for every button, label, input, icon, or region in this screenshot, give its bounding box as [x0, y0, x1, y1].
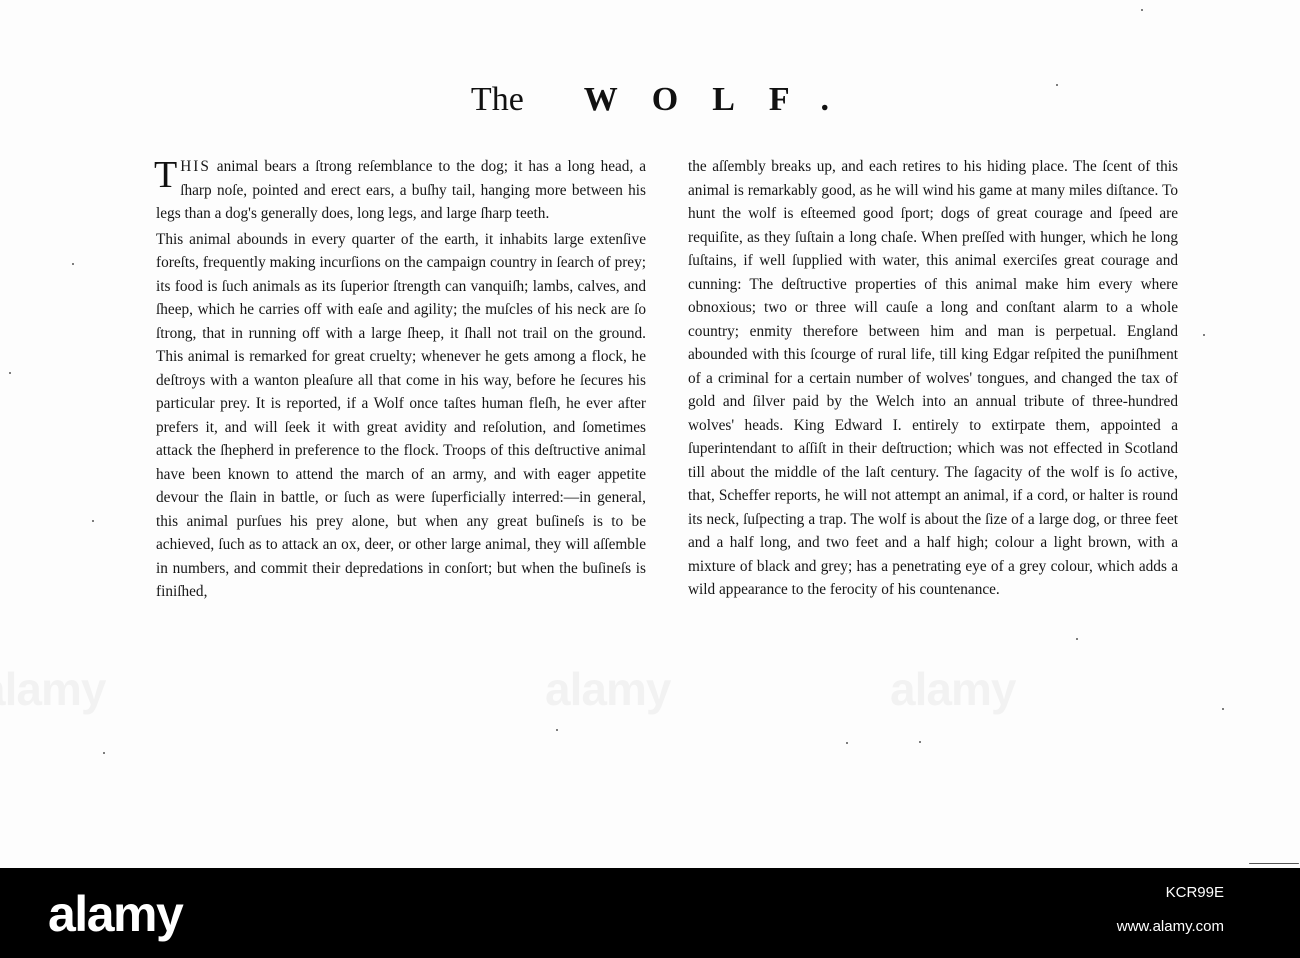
first-word-caps: HIS	[180, 158, 211, 175]
dust-speck	[846, 742, 848, 744]
image-id: KCR99E	[1165, 884, 1224, 901]
title-prefix: The	[470, 81, 524, 118]
footer-logo: alamy	[48, 886, 183, 942]
dust-speck	[556, 729, 558, 731]
dust-speck	[1056, 84, 1058, 86]
dust-speck	[92, 520, 94, 522]
first-paragraph	[156, 155, 646, 226]
drop-cap: T	[154, 154, 178, 196]
dust-speck	[1222, 708, 1224, 710]
stock-footer-bar	[0, 868, 1300, 958]
continued-paragraph: the aſſembly breaks up, and each retires to his hiding place. The ſcent of this animal is remarkably good, as he will wind his game at many miles diſtance. To hunt the wolf is eſteemed good ſport; dogs of great courage and ſpeed are requiſite, as they ſuſtain a long chaſe. When preſſed with hunger, which he long ſuſtains, if well ſupplied with water, this animal exerciſes great courage and cunning: The deſtructive properties of this animal make him every where obnoxious; two or three will cauſe a long and conſtant alarm to a whole country; enmity therefore between him and man is perpetual. England abounded with this ſcourge of rural life, till king Edgar reſpited the puniſhment of a criminal for a certain number of wolves' tongues, and changed the tax of gold and ſilver paid by the Welch into an annual tribute of three-hundred wolves' heads. King Edward I. entirely to extirpate them, appointed a ſuperintendant to aſſiſt in their deſtruction; which was not effected in Scotland till about the middle of the laſt century. The ſagacity of the wolf is ſo active, that, Scheffer reports, he will not attempt an animal, if a cord, or halter is round its neck, ſuſpecting a trap. The wolf is about the ſize of a large dog, or three feet and a half long, and two feet and a half high; colour a light brown, with a mixture of black and grey; has a penetrating eye of a grey colour, which adds a wild appearance to the ferocity of his countenance.	[688, 158, 1178, 598]
left-column	[156, 155, 646, 604]
title-name: WOLF.	[583, 81, 864, 118]
right-column	[688, 155, 1178, 602]
dust-speck	[919, 741, 921, 743]
dust-speck	[1076, 638, 1078, 640]
dust-speck	[1203, 334, 1205, 336]
dust-speck	[1249, 863, 1299, 864]
dust-speck	[9, 372, 11, 374]
watermark	[0, 662, 105, 716]
dust-speck	[103, 752, 105, 754]
dust-speck	[72, 263, 74, 265]
first-paragraph-text: animal bears a ſtrong reſemblance to the dog; it has a long head, a ſharp noſe, pointed and erect ears, a buſhy tail, hanging more between his legs than a dog's generally does, long legs, and large ſharp teeth.	[156, 158, 646, 222]
watermark	[890, 662, 1015, 716]
page-title	[0, 78, 1300, 122]
watermark	[545, 662, 670, 716]
footer-url: www.alamy.com	[1116, 918, 1224, 935]
dust-speck	[1141, 9, 1143, 11]
second-paragraph: This animal abounds in every quarter of the earth, it inhabits large extenſive foreſts, frequently making incurſions on the campaign country in ſearch of prey; its food is ſuch animals as its ſuperior ſtrength can vanquiſh; lambs, calves, and ſheep, which he carries off with eaſe and agility; the muſcles of his neck are ſo ſtrong, that in running off with a large ſheep, it ſhall not trail on the ground. This animal is remarked for great cruelty; whenever he gets among a flock, he deſtroys with a wanton pleaſure all that come in his way, before he ſecures his particular prey. It is reported, if a Wolf once taſtes human fleſh, he ever after prefers it, and will ſeek it with great avidity and reſolution, and ſometimes attack the ſhepherd in preference to the flock. Troops of this deſtructive animal have been known to attend the march of an army, and with eager appetite devour the ſlain in battle, or ſuch as were ſuperficially interred:—in general, this animal purſues his prey alone, but when any great buſineſs is to be achieved, ſuch as to attack an ox, deer, or other large animal, they will aſſemble in numbers, and commit their depredations in conſort; but when the buſineſs is finiſhed,	[156, 230, 646, 600]
